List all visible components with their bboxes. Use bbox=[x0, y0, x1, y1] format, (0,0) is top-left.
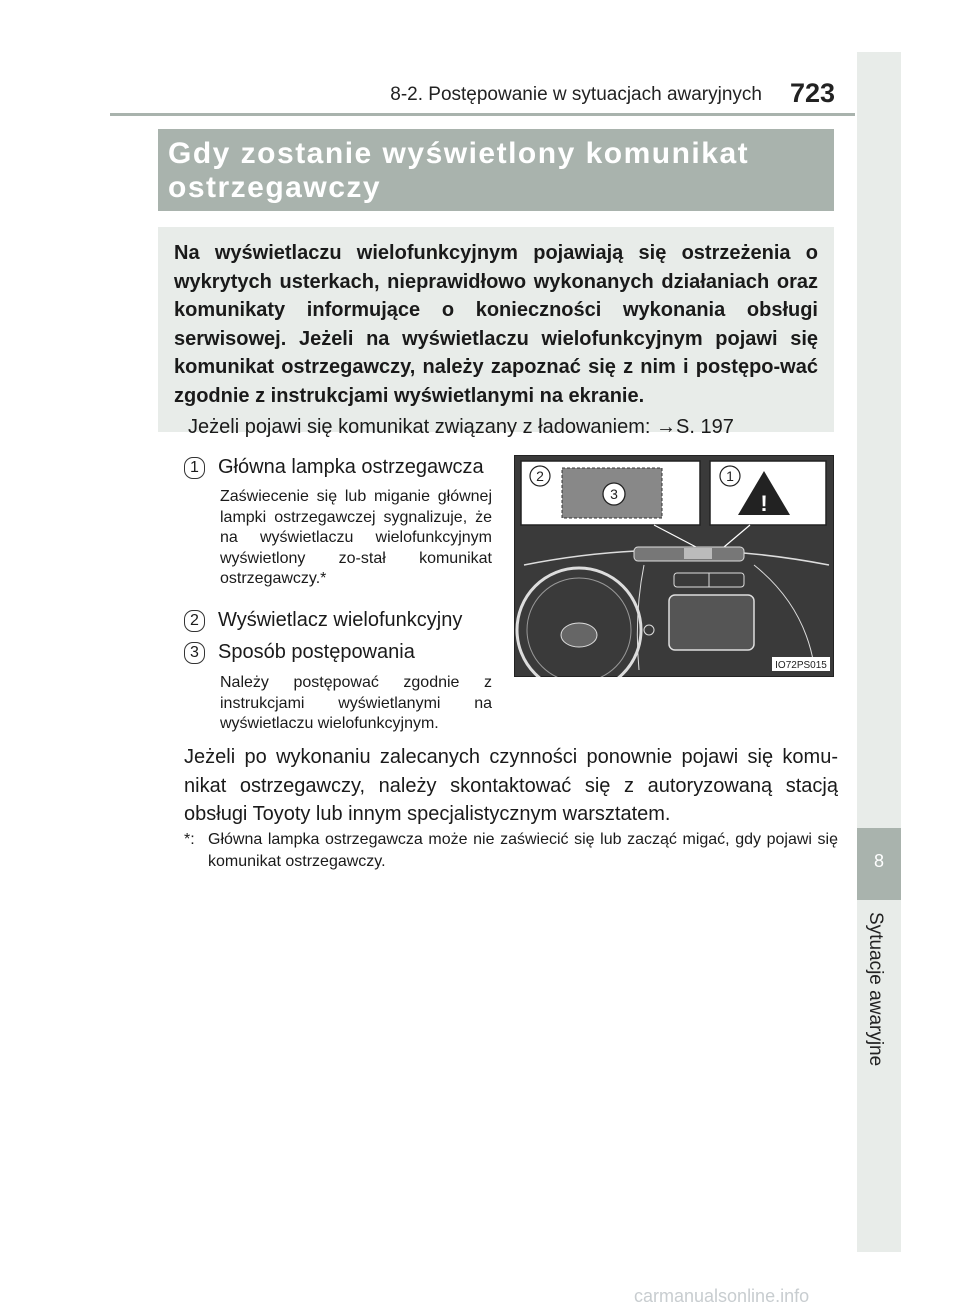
item-3-description: Należy postępować zgodnie z instrukcjami wyświetlanymi na wyświetlaczu wielofunkcyjnym. bbox=[220, 674, 492, 732]
warning-symbol: ! bbox=[760, 491, 768, 516]
intro-box bbox=[158, 227, 834, 438]
footnote-text: Główna lampka ostrzegawcza może nie zaświecić się lub zacząć migać, gdy pojawi się komunikat ostrzegawczy. bbox=[208, 831, 838, 870]
dashboard-illustration bbox=[514, 455, 834, 677]
item-1 bbox=[184, 456, 484, 479]
callout-1-label: 1 bbox=[726, 468, 734, 484]
intro-text: Na wyświetlaczu wielofunkcyjnym pojawiają się ostrzeżenia o wykrytych usterkach, nieprawidłowo wykonanych działaniach oraz komunikaty informujące o konieczności wykonania obsługi serwisowej. Jeżeli na wyświetlaczu wielofunkcyjnym pojawi się komunikat ostrzegawczy, należy zapoznać się z nim i postępo-wać zgodnie z instrukcjami wyświetlanymi na ekranie. bbox=[174, 242, 818, 407]
body-paragraph: Jeżeli po wykonaniu zalecanych czynności ponownie pojawi się komu-nikat ostrzegawczy, należy skontaktować się z autoryzowaną stacją obsługi Toyoty lub innym specjalistycznym warsztatem. bbox=[184, 746, 838, 825]
section-title: Gdy zostanie wyświetlony komunikat ostrzegawczy bbox=[168, 137, 750, 204]
item-number-badge: 3 bbox=[184, 642, 205, 664]
illustration-code: IO72PS015 bbox=[775, 660, 827, 671]
item-label: Wyświetlacz wielofunkcyjny bbox=[218, 609, 463, 631]
callout-3-label: 3 bbox=[610, 486, 618, 502]
item-number-badge: 1 bbox=[184, 457, 205, 479]
header-section-title: 8-2. Postępowanie w sytuacjach awaryjnych bbox=[390, 84, 762, 105]
intro-reference: Jeżeli pojawi się komunikat związany z ładowaniem: →S. 197 bbox=[188, 416, 734, 438]
chapter-title: Sytuacje awaryjne bbox=[865, 912, 886, 1067]
item-label: Sposób postępowania bbox=[218, 641, 415, 663]
page-number: 723 bbox=[790, 78, 836, 108]
item-label: Główna lampka ostrzegawcza bbox=[218, 456, 484, 478]
dashboard-drawing bbox=[514, 455, 834, 677]
footnote-mark: *: bbox=[184, 831, 195, 848]
side-tab bbox=[857, 52, 901, 1252]
callout-2-label: 2 bbox=[536, 468, 544, 484]
footnote bbox=[184, 829, 838, 873]
chapter-number: 8 bbox=[873, 851, 884, 871]
header-divider bbox=[110, 113, 855, 116]
item-1-description: Zaświecenie się lub miganie głównej lampki ostrzegawczej sygnalizuje, że na wyświetlaczu wielofunkcyjnym wyświetlony zo-stał komunikat ostrzegawczy.* bbox=[220, 488, 492, 587]
item-2 bbox=[184, 609, 462, 632]
watermark: carmanualsonline.info bbox=[634, 1286, 810, 1306]
item-number-badge: 2 bbox=[184, 610, 205, 632]
section-title-bar bbox=[158, 129, 834, 211]
item-3 bbox=[184, 641, 415, 664]
